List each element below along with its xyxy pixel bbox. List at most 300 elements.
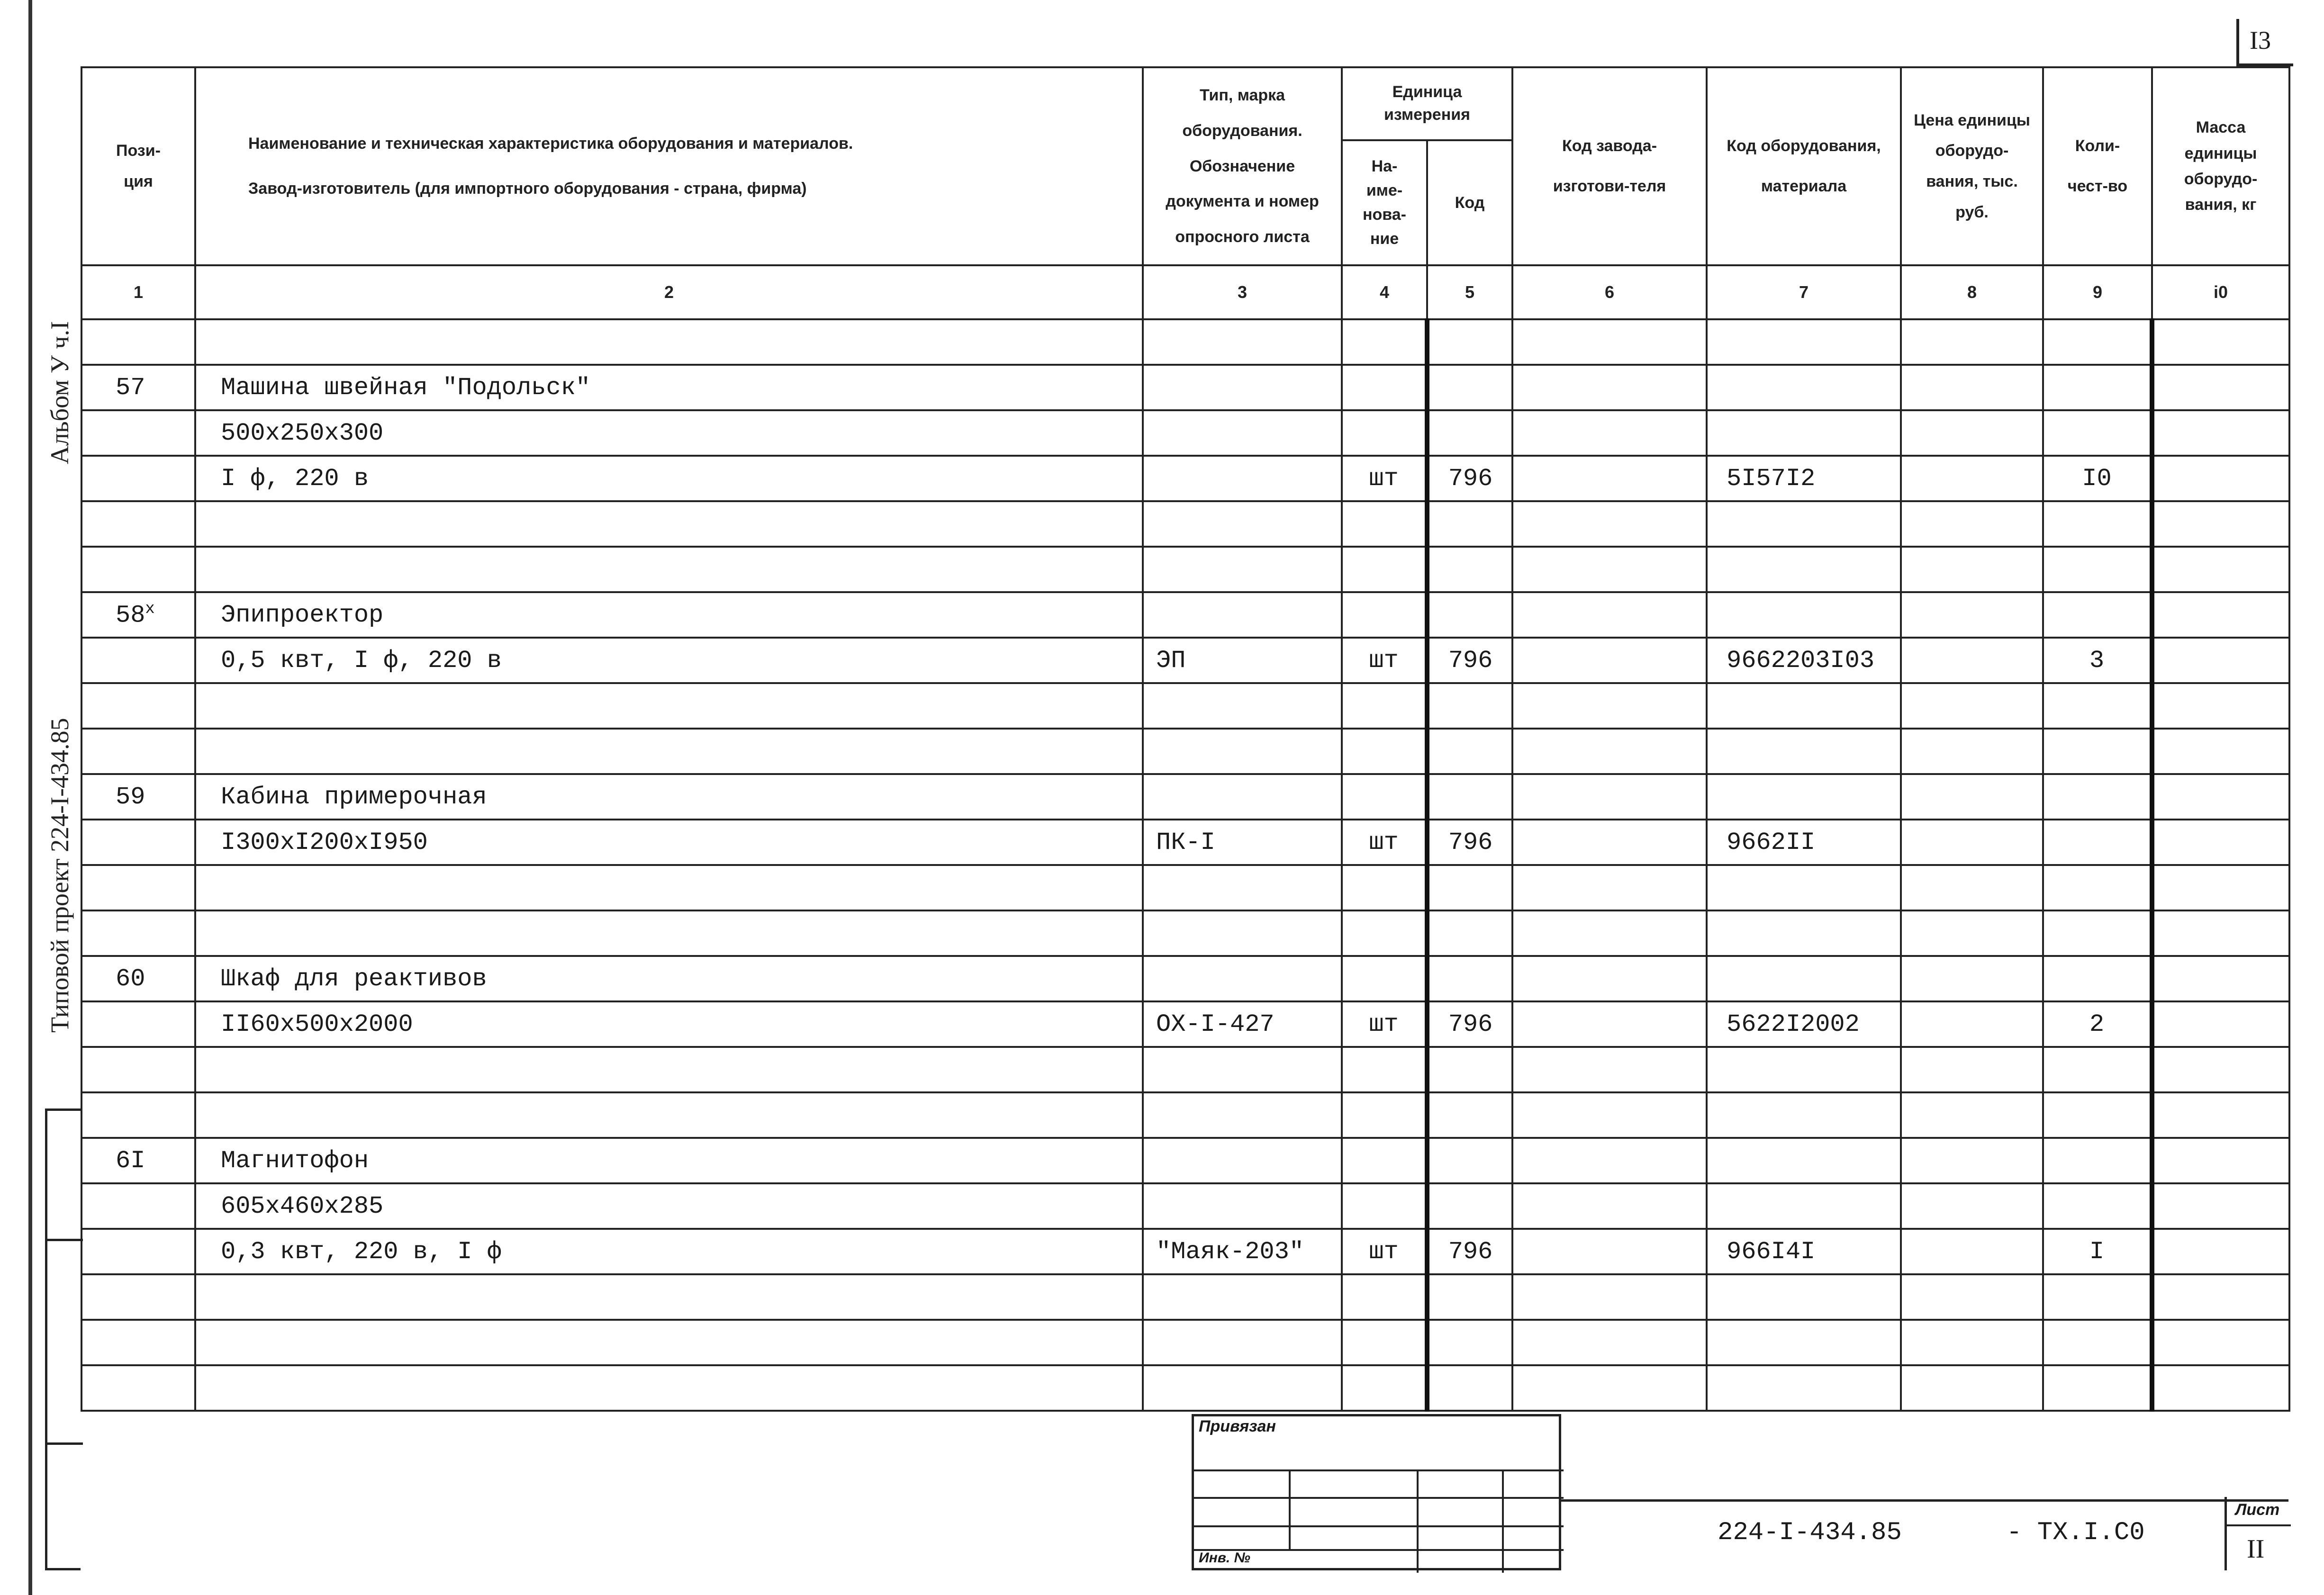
left-stamp-boxes [45, 1108, 81, 1570]
cell-unit-name [1342, 956, 1427, 1001]
cell-name [195, 638, 1143, 683]
cell-name-text: II60х500х2000 [221, 1010, 413, 1038]
table-row [81, 1001, 2289, 1047]
header-unit: Единица измерения [1342, 67, 1512, 140]
cell-equipment-code [1707, 592, 1901, 638]
cell-factory-code [1512, 683, 1707, 729]
cell-name-text: 0,3 квт, 220 в, I ф [221, 1237, 502, 1266]
cell-equipment-code [1707, 774, 1901, 820]
cell-name-text: 0,5 квт, I ф, 220 в [221, 646, 502, 675]
cell-name [195, 910, 1143, 956]
cell-unit-code [1427, 547, 1512, 592]
cell-unit-code [1427, 501, 1512, 547]
cell-unit-code [1427, 1138, 1512, 1183]
table-row [81, 592, 2289, 638]
cell-price [1901, 592, 2043, 638]
table-row [81, 410, 2289, 456]
cell-factory-code [1512, 774, 1707, 820]
header-price: Цена единицы оборудо-вания, тыс. руб. [1901, 67, 2043, 265]
cell-name-text: Машина швейная "Подольск" [221, 373, 591, 402]
binding-stamp [1192, 1414, 1561, 1570]
cell-factory-code [1512, 638, 1707, 683]
colnum-4: 4 [1342, 265, 1427, 319]
cell-unit-name [1342, 547, 1427, 592]
cell-unit-code [1427, 1229, 1512, 1274]
cell-equipment-code [1707, 910, 1901, 956]
cell-position [81, 956, 195, 1001]
cell-unit-name-text: шт [1369, 828, 1399, 856]
title-block-line [1561, 1499, 2288, 1502]
cell-unit-code [1427, 865, 1512, 910]
cell-mass [2152, 683, 2289, 729]
cell-position [81, 683, 195, 729]
table-row [81, 1274, 2289, 1320]
cell-unit-name [1342, 456, 1427, 501]
cell-unit-code [1427, 683, 1512, 729]
cell-quantity [2043, 1138, 2152, 1183]
cell-unit-name [1342, 1274, 1427, 1320]
cell-unit-name [1342, 1365, 1427, 1411]
cell-equipment-code [1707, 365, 1901, 410]
cell-price [1901, 956, 2043, 1001]
privyazan-label: Привязан [1199, 1417, 1276, 1435]
cell-equipment-code-text: 5I57I2 [1727, 464, 1816, 493]
cell-name [195, 820, 1143, 865]
cell-name [195, 729, 1143, 774]
cell-unit-code [1427, 774, 1512, 820]
header-type: Тип, марка оборудования. Обозначение документа и номер опросного листа [1143, 67, 1342, 265]
cell-position-text: 57 [116, 373, 145, 402]
specification-table [81, 66, 2290, 1412]
column-number-row [81, 265, 2289, 319]
table-row [81, 729, 2289, 774]
cell-factory-code [1512, 1274, 1707, 1320]
cell-type-text: ОХ-I-427 [1156, 1010, 1275, 1038]
cell-position-text: 6I [116, 1146, 145, 1175]
cell-type [1143, 501, 1342, 547]
cell-quantity [2043, 456, 2152, 501]
cell-equipment-code [1707, 1365, 1901, 1411]
cell-position [81, 1183, 195, 1229]
cell-price [1901, 638, 2043, 683]
colnum-8: 8 [1901, 265, 2043, 319]
header-name-line2: Завод-изготовитель (для импортного оборудования - страна, фирма) [248, 180, 807, 198]
cell-unit-name [1342, 1229, 1427, 1274]
cell-position [81, 1274, 195, 1320]
cell-position [81, 820, 195, 865]
cell-equipment-code [1707, 1229, 1901, 1274]
inventory-label: Инв. № [1199, 1550, 1250, 1566]
cell-mass [2152, 547, 2289, 592]
cell-name [195, 1001, 1143, 1047]
cell-quantity [2043, 729, 2152, 774]
cell-price [1901, 1229, 2043, 1274]
cell-name-text: Шкаф для реактивов [221, 964, 487, 993]
header-unit-code: Код [1427, 140, 1512, 265]
cell-mass [2152, 910, 2289, 956]
cell-price [1901, 1365, 2043, 1411]
cell-factory-code [1512, 820, 1707, 865]
cell-type-text: ПК-I [1156, 828, 1215, 856]
cell-type [1143, 1365, 1342, 1411]
cell-price [1901, 729, 2043, 774]
cell-position-text: 59 [116, 783, 145, 811]
cell-mass [2152, 410, 2289, 456]
cell-name [195, 774, 1143, 820]
sheet-corner-number: I3 [2250, 26, 2271, 54]
cell-mass [2152, 774, 2289, 820]
cell-mass [2152, 365, 2289, 410]
cell-type-text: "Маяк-203" [1156, 1237, 1304, 1266]
cell-position [81, 456, 195, 501]
cell-unit-name [1342, 683, 1427, 729]
cell-position [81, 729, 195, 774]
cell-position [81, 365, 195, 410]
cell-position [81, 638, 195, 683]
cell-type [1143, 1047, 1342, 1092]
table-row [81, 1047, 2289, 1092]
cell-unit-code [1427, 1183, 1512, 1229]
cell-position-text: 60 [116, 964, 145, 993]
colnum-10: i0 [2152, 265, 2289, 319]
cell-unit-code-text: 796 [1448, 1237, 1493, 1266]
cell-mass [2152, 729, 2289, 774]
sheet-number: II [2247, 1534, 2265, 1564]
cell-mass [2152, 1138, 2289, 1183]
cell-factory-code [1512, 1229, 1707, 1274]
cell-equipment-code-text: 5622I2002 [1727, 1010, 1860, 1038]
cell-type [1143, 592, 1342, 638]
cell-quantity-text: 2 [2089, 1010, 2105, 1038]
cell-type [1143, 1092, 1342, 1138]
left-margin-line [28, 0, 32, 1595]
cell-factory-code [1512, 865, 1707, 910]
cell-quantity [2043, 1183, 2152, 1229]
cell-quantity [2043, 547, 2152, 592]
cell-equipment-code [1707, 729, 1901, 774]
cell-mass [2152, 638, 2289, 683]
cell-mass [2152, 1365, 2289, 1411]
cell-unit-name [1342, 1320, 1427, 1365]
cell-mass [2152, 820, 2289, 865]
cell-mass [2152, 865, 2289, 910]
cell-name [195, 1320, 1143, 1365]
cell-quantity [2043, 956, 2152, 1001]
cell-position [81, 1229, 195, 1274]
cell-quantity [2043, 1365, 2152, 1411]
album-label: Альбом У ч.I [45, 321, 74, 464]
cell-quantity [2043, 592, 2152, 638]
cell-mass [2152, 456, 2289, 501]
cell-quantity [2043, 1229, 2152, 1274]
cell-unit-code [1427, 1001, 1512, 1047]
cell-quantity [2043, 1047, 2152, 1092]
sheet-number-box [2225, 1497, 2288, 1570]
cell-name [195, 865, 1143, 910]
cell-factory-code [1512, 1138, 1707, 1183]
cell-type [1143, 956, 1342, 1001]
header-position: Пози- ция [81, 67, 195, 265]
cell-name [195, 456, 1143, 501]
cell-mass [2152, 1047, 2289, 1092]
table-row [81, 638, 2289, 683]
cell-quantity [2043, 319, 2152, 365]
cell-position [81, 592, 195, 638]
cell-position-text: 58 [116, 601, 145, 630]
cell-position [81, 1047, 195, 1092]
cell-price [1901, 410, 2043, 456]
cell-unit-code [1427, 592, 1512, 638]
cell-unit-code [1427, 1274, 1512, 1320]
cell-type [1143, 1229, 1342, 1274]
cell-unit-name-text: шт [1369, 1237, 1399, 1266]
cell-name [195, 956, 1143, 1001]
cell-unit-name [1342, 1001, 1427, 1047]
colnum-9: 9 [2043, 265, 2152, 319]
table-row [81, 1320, 2289, 1365]
cell-factory-code [1512, 956, 1707, 1001]
cell-unit-code [1427, 956, 1512, 1001]
cell-unit-code [1427, 729, 1512, 774]
table-row [81, 1092, 2289, 1138]
document-suffix: - ТХ.I.С0 [2007, 1518, 2145, 1547]
cell-type [1143, 319, 1342, 365]
cell-mass [2152, 1183, 2289, 1229]
cell-factory-code [1512, 1092, 1707, 1138]
cell-name [195, 501, 1143, 547]
cell-equipment-code-text: 9662II [1727, 828, 1816, 856]
cell-equipment-code [1707, 1320, 1901, 1365]
cell-quantity-text: 3 [2089, 646, 2105, 675]
cell-unit-name-text: шт [1369, 646, 1399, 675]
cell-unit-name [1342, 1138, 1427, 1183]
cell-quantity-text: I0 [2082, 464, 2112, 493]
cell-unit-name [1342, 865, 1427, 910]
cell-position [81, 501, 195, 547]
header-equipment-code: Код оборудования, материала [1707, 67, 1901, 265]
cell-factory-code [1512, 1365, 1707, 1411]
cell-mass [2152, 1229, 2289, 1274]
cell-equipment-code-text: 966I4I [1727, 1237, 1816, 1266]
cell-unit-code [1427, 1320, 1512, 1365]
cell-price [1901, 1001, 2043, 1047]
cell-quantity [2043, 865, 2152, 910]
cell-type [1143, 1274, 1342, 1320]
cell-quantity [2043, 820, 2152, 865]
cell-price [1901, 501, 2043, 547]
header-row-1 [81, 67, 2289, 140]
table-row [81, 365, 2289, 410]
cell-name [195, 1229, 1143, 1274]
cell-equipment-code [1707, 456, 1901, 501]
header-quantity: Коли-чест-во [2043, 67, 2152, 265]
cell-unit-code-text: 796 [1448, 646, 1493, 675]
cell-type [1143, 547, 1342, 592]
cell-name [195, 547, 1143, 592]
cell-position [81, 910, 195, 956]
cell-type [1143, 820, 1342, 865]
cell-type [1143, 774, 1342, 820]
cell-quantity [2043, 501, 2152, 547]
cell-price [1901, 1047, 2043, 1092]
cell-factory-code [1512, 501, 1707, 547]
cell-name [195, 1047, 1143, 1092]
cell-mass [2152, 1320, 2289, 1365]
cell-type [1143, 365, 1342, 410]
cell-unit-name [1342, 1183, 1427, 1229]
cell-equipment-code [1707, 1138, 1901, 1183]
table-row [81, 1138, 2289, 1183]
cell-price [1901, 319, 2043, 365]
cell-unit-name [1342, 501, 1427, 547]
cell-factory-code [1512, 1047, 1707, 1092]
cell-unit-name [1342, 638, 1427, 683]
cell-position [81, 547, 195, 592]
cell-unit-code [1427, 638, 1512, 683]
cell-price [1901, 865, 2043, 910]
cell-type [1143, 1138, 1342, 1183]
cell-mass [2152, 1274, 2289, 1320]
table-row [81, 865, 2289, 910]
cell-unit-name-text: шт [1369, 464, 1399, 493]
cell-unit-code [1427, 1047, 1512, 1092]
cell-type-text: ЭП [1156, 646, 1186, 675]
cell-factory-code [1512, 410, 1707, 456]
cell-equipment-code [1707, 1001, 1901, 1047]
cell-factory-code [1512, 1320, 1707, 1365]
cell-name [195, 365, 1143, 410]
cell-factory-code [1512, 456, 1707, 501]
header-unit-name: На-име-нова-ние [1342, 140, 1427, 265]
cell-unit-name [1342, 910, 1427, 956]
header-name-line1: Наименование и техническая характеристика оборудования и материалов. [248, 135, 853, 153]
cell-quantity [2043, 410, 2152, 456]
cell-price [1901, 547, 2043, 592]
colnum-5: 5 [1427, 265, 1512, 319]
cell-unit-code [1427, 456, 1512, 501]
colnum-1: 1 [81, 265, 195, 319]
cell-unit-code [1427, 910, 1512, 956]
cell-price [1901, 820, 2043, 865]
cell-unit-name [1342, 1092, 1427, 1138]
cell-unit-code [1427, 1092, 1512, 1138]
cell-name-text: Эпипроектор [221, 601, 384, 629]
cell-equipment-code [1707, 501, 1901, 547]
cell-unit-name [1342, 820, 1427, 865]
cell-unit-name [1342, 365, 1427, 410]
position-note-mark: x [145, 600, 155, 619]
cell-equipment-code [1707, 319, 1901, 365]
cell-type [1143, 456, 1342, 501]
cell-type [1143, 683, 1342, 729]
cell-position [81, 1092, 195, 1138]
cell-position [81, 865, 195, 910]
cell-name [195, 1138, 1143, 1183]
colnum-6: 6 [1512, 265, 1707, 319]
cell-position [81, 410, 195, 456]
cell-name-text: I300хI200хI950 [221, 828, 428, 856]
table-row [81, 456, 2289, 501]
cell-price [1901, 1092, 2043, 1138]
cell-name [195, 683, 1143, 729]
cell-unit-code [1427, 410, 1512, 456]
table-row [81, 820, 2289, 865]
cell-mass [2152, 1092, 2289, 1138]
cell-equipment-code [1707, 1047, 1901, 1092]
cell-position [81, 1001, 195, 1047]
cell-factory-code [1512, 729, 1707, 774]
cell-unit-code-text: 796 [1448, 1010, 1493, 1038]
cell-price [1901, 1183, 2043, 1229]
cell-equipment-code [1707, 683, 1901, 729]
cell-type [1143, 1183, 1342, 1229]
cell-quantity [2043, 910, 2152, 956]
cell-unit-name-text: шт [1369, 1010, 1399, 1038]
cell-price [1901, 683, 2043, 729]
header-factory-code: Код завода-изготови-теля [1512, 67, 1707, 265]
cell-quantity [2043, 638, 2152, 683]
colnum-7: 7 [1707, 265, 1901, 319]
cell-name [195, 1092, 1143, 1138]
cell-quantity-text: I [2089, 1237, 2105, 1266]
cell-equipment-code [1707, 547, 1901, 592]
cell-type [1143, 865, 1342, 910]
cell-equipment-code [1707, 956, 1901, 1001]
cell-name [195, 319, 1143, 365]
table-row [81, 683, 2289, 729]
cell-quantity [2043, 1274, 2152, 1320]
cell-mass [2152, 592, 2289, 638]
cell-quantity [2043, 1320, 2152, 1365]
cell-factory-code [1512, 365, 1707, 410]
cell-name-text: Магнитофон [221, 1146, 369, 1175]
cell-name [195, 1274, 1143, 1320]
cell-price [1901, 1138, 2043, 1183]
cell-unit-name [1342, 410, 1427, 456]
cell-mass [2152, 956, 2289, 1001]
cell-equipment-code [1707, 820, 1901, 865]
cell-factory-code [1512, 910, 1707, 956]
cell-unit-name [1342, 774, 1427, 820]
cell-type [1143, 910, 1342, 956]
cell-price [1901, 1320, 2043, 1365]
cell-quantity [2043, 1092, 2152, 1138]
cell-equipment-code [1707, 638, 1901, 683]
document-code: 224-I-434.85 [1718, 1518, 1902, 1547]
cell-unit-code [1427, 319, 1512, 365]
cell-position [81, 319, 195, 365]
table-row [81, 501, 2289, 547]
table-row [81, 1229, 2289, 1274]
cell-unit-name [1342, 729, 1427, 774]
cell-price [1901, 774, 2043, 820]
table-row [81, 1183, 2289, 1229]
cell-name-text: Кабина примерочная [221, 783, 487, 811]
table-row [81, 774, 2289, 820]
sheet-label: Лист [2235, 1501, 2280, 1519]
cell-type [1143, 638, 1342, 683]
cell-price [1901, 365, 2043, 410]
cell-unit-code [1427, 820, 1512, 865]
cell-name [195, 1365, 1143, 1411]
cell-equipment-code [1707, 1274, 1901, 1320]
cell-equipment-code [1707, 1183, 1901, 1229]
cell-quantity [2043, 774, 2152, 820]
cell-factory-code [1512, 319, 1707, 365]
cell-type [1143, 1320, 1342, 1365]
cell-unit-name [1342, 592, 1427, 638]
cell-name [195, 1183, 1143, 1229]
